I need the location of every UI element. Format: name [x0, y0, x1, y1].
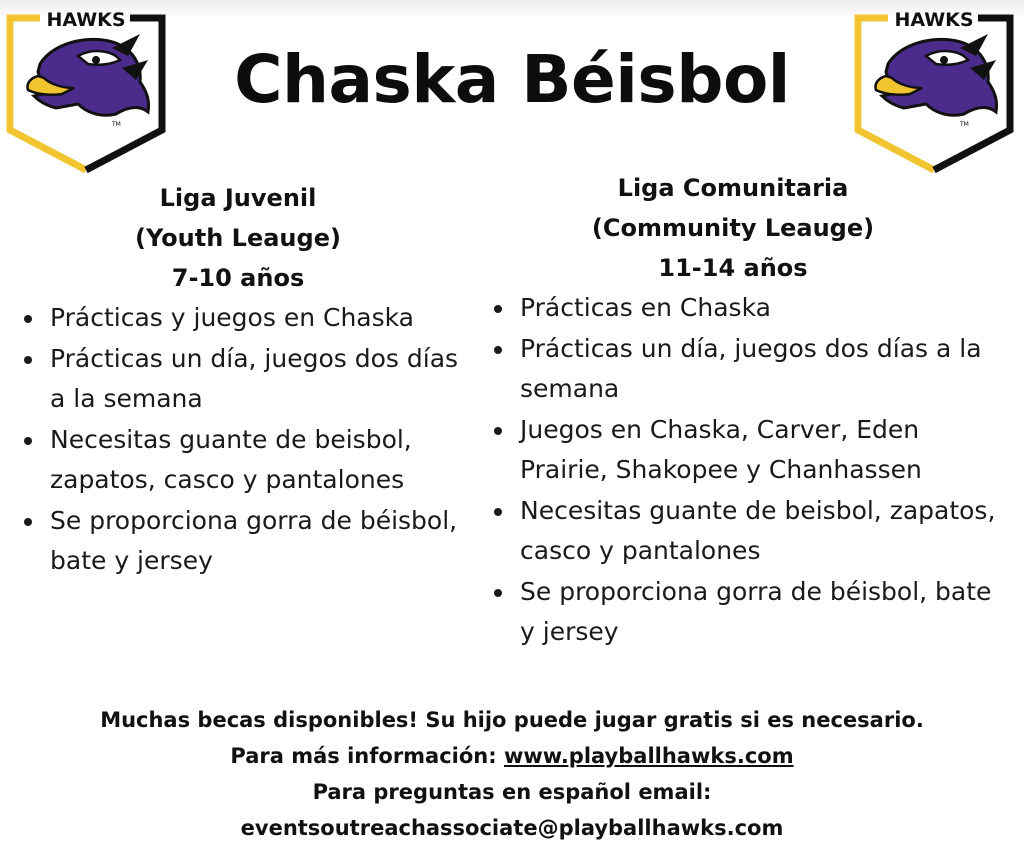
youth-league-list	[18, 298, 468, 582]
community-league-ages: 11-14 años	[658, 254, 808, 282]
svg-text:TM: TM	[112, 121, 121, 128]
logo-text: HAWKS	[46, 9, 126, 31]
website-link[interactable]: www.playballhawks.com	[503, 744, 794, 768]
list-item	[18, 501, 468, 582]
logo-text: HAWKS	[894, 9, 974, 31]
list-item-text: Prácticas un día, juegos dos días a la semana	[50, 343, 459, 413]
community-league-list	[488, 288, 1008, 653]
bullet-icon	[24, 356, 32, 364]
list-item-text: Se proporciona gorra de béisbol, bate y jersey	[50, 505, 458, 575]
hawks-logo-icon	[848, 4, 1020, 176]
list-item	[488, 410, 1008, 491]
bullet-icon	[494, 589, 502, 597]
bullet-icon	[494, 346, 502, 354]
contact-email[interactable]: eventsoutreachassociate@playballhawks.com	[240, 816, 784, 840]
youth-league-section	[18, 178, 468, 582]
youth-league-heading	[18, 178, 458, 298]
bullet-icon	[24, 437, 32, 445]
community-league-subtitle: (Community Leauge)	[591, 214, 875, 242]
youth-league-title: Liga Juvenil	[159, 184, 317, 212]
list-item	[488, 288, 1008, 329]
footer	[0, 702, 1024, 846]
list-item-text: Prácticas en Chaska	[520, 293, 771, 322]
bullet-icon	[494, 508, 502, 516]
info-line	[0, 738, 1024, 774]
community-league-title: Liga Comunitaria	[617, 174, 849, 202]
list-item	[18, 298, 468, 339]
list-item-text: Prácticas y juegos en Chaska	[50, 303, 414, 332]
scholarships-note: Muchas becas disponibles! Su hijo puede jugar gratis si es necesario.	[100, 708, 924, 732]
list-item	[18, 420, 468, 501]
list-item-text: Se proporciona gorra de béisbol, bate y jersey	[520, 576, 992, 646]
list-item	[18, 339, 468, 420]
list-item-text: Necesitas guante de beisbol, zapatos, casco y pantalones	[50, 424, 412, 494]
spanish-questions-label: Para preguntas en español email:	[312, 780, 712, 804]
bullet-icon	[494, 305, 502, 313]
hawks-logo-right	[848, 4, 1020, 176]
hawks-logo-icon	[0, 4, 172, 176]
youth-league-subtitle: (Youth Leauge)	[135, 224, 341, 252]
list-item	[488, 491, 1008, 572]
list-item	[488, 572, 1008, 653]
page-title: Chaska Béisbol	[234, 41, 790, 118]
list-item	[488, 329, 1008, 410]
community-league-section	[488, 168, 1008, 653]
list-item-text: Necesitas guante de beisbol, zapatos, casco y pantalones	[520, 495, 996, 565]
list-item-text: Prácticas un día, juegos dos días a la semana	[520, 333, 982, 403]
svg-text:TM: TM	[960, 121, 969, 128]
info-label: Para más información:	[230, 744, 504, 768]
bullet-icon	[24, 518, 32, 526]
hawks-logo-left	[0, 4, 172, 176]
bullet-icon	[494, 427, 502, 435]
bullet-icon	[24, 315, 32, 323]
list-item-text: Juegos en Chaska, Carver, Eden Prairie, Shakopee y Chanhassen	[520, 414, 922, 484]
community-league-heading	[488, 168, 978, 288]
youth-league-ages: 7-10 años	[171, 264, 305, 292]
